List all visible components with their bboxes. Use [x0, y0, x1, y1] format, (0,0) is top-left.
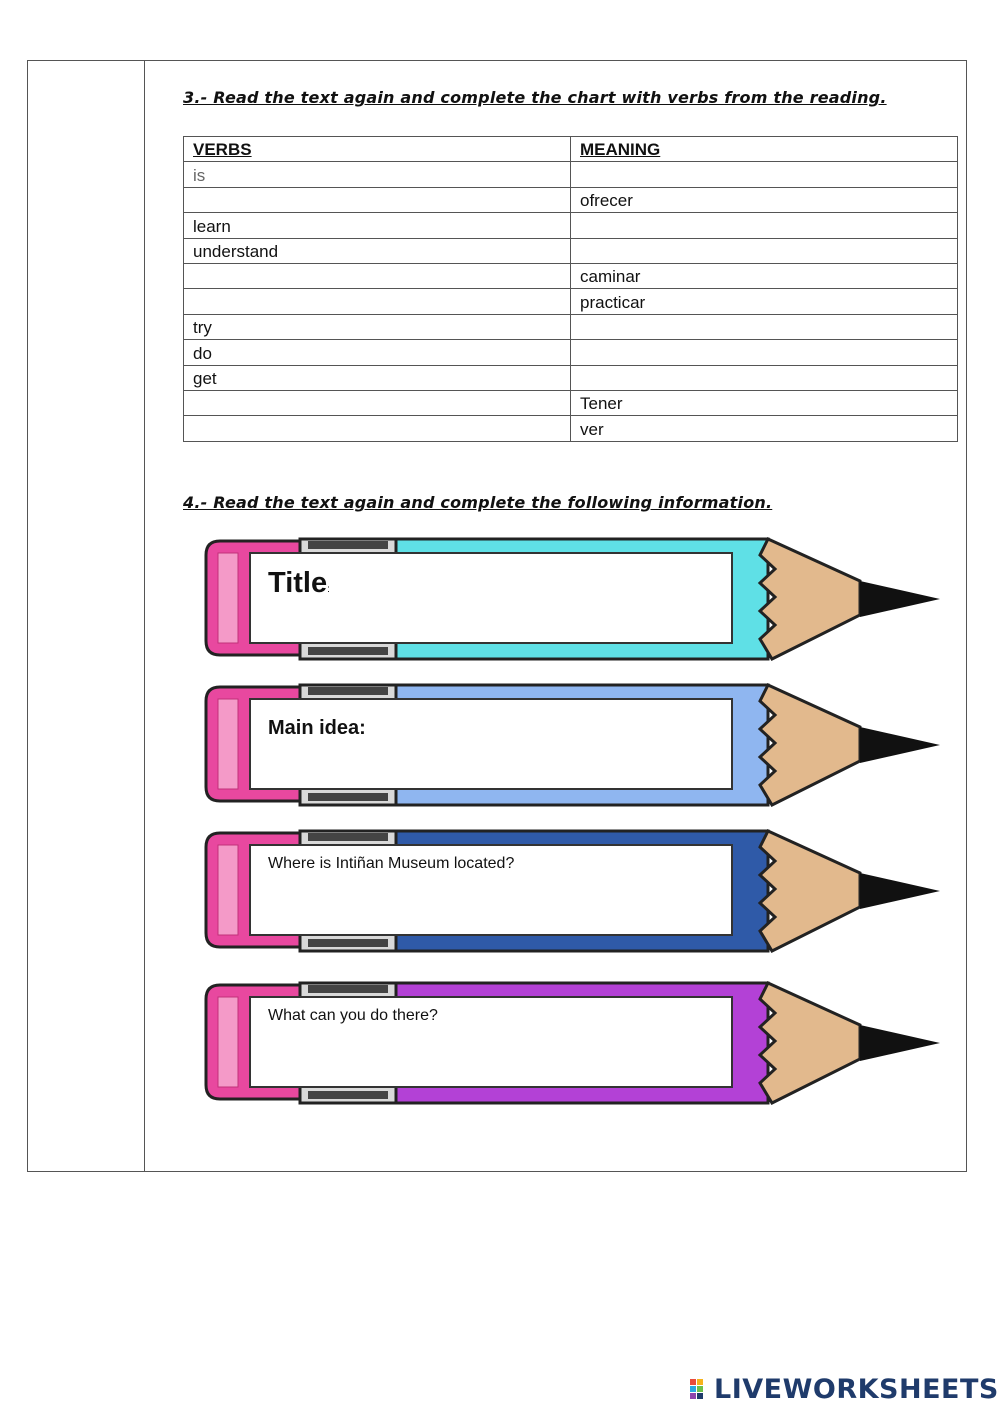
- verb-cell: learn: [184, 213, 571, 238]
- verb-cell[interactable]: [184, 187, 571, 212]
- table-row: [184, 365, 958, 390]
- pencil-card: [200, 825, 945, 955]
- meaning-cell: caminar: [571, 263, 958, 288]
- verb-cell: get: [184, 365, 571, 390]
- pencil-answer-box[interactable]: [253, 699, 731, 787]
- verb-cell[interactable]: [184, 289, 571, 314]
- meaning-cell[interactable]: [571, 365, 958, 390]
- table-row: [184, 314, 958, 339]
- header-verbs: VERBS: [184, 137, 571, 162]
- table-row: [184, 289, 958, 314]
- verb-cell[interactable]: [184, 416, 571, 441]
- verbs-table: [183, 136, 958, 442]
- table-row: [184, 187, 958, 212]
- verb-cell[interactable]: [184, 263, 571, 288]
- question-label: What can you do there?: [268, 1007, 438, 1024]
- meaning-cell: ofrecer: [571, 187, 958, 212]
- logo-icon: [690, 1377, 710, 1401]
- pencil-card: [200, 977, 945, 1107]
- meaning-cell: ver: [571, 416, 958, 441]
- table-row: [184, 340, 958, 365]
- verb-cell: understand: [184, 238, 571, 263]
- table-row: [184, 238, 958, 263]
- pencil-answer-box[interactable]: [253, 997, 731, 1085]
- title-colon: :: [327, 584, 330, 595]
- meaning-cell[interactable]: [571, 314, 958, 339]
- logo-text: LIVEWORKSHEETS: [714, 1373, 999, 1405]
- pencil-answer-box[interactable]: [253, 845, 731, 933]
- meaning-cell: Tener: [571, 390, 958, 415]
- table-row: [184, 416, 958, 441]
- table-row: [184, 162, 958, 187]
- header-meaning: MEANING: [571, 137, 958, 162]
- question-label: Where is Intiñan Museum located?: [268, 855, 515, 872]
- pencil-answer-box[interactable]: [253, 553, 731, 641]
- margin-divider: [144, 61, 145, 1171]
- meaning-cell[interactable]: [571, 162, 958, 187]
- verb-cell[interactable]: [184, 390, 571, 415]
- section-4-heading: 4.- Read the text again and complete the following information.: [183, 493, 773, 512]
- meaning-cell[interactable]: [571, 340, 958, 365]
- meaning-cell[interactable]: [571, 213, 958, 238]
- table-row: [184, 263, 958, 288]
- main-idea-label: Main idea:: [268, 717, 366, 739]
- table-row: [184, 213, 958, 238]
- liveworksheets-logo: [690, 1374, 999, 1404]
- meaning-cell: practicar: [571, 289, 958, 314]
- table-header-row: [184, 137, 958, 162]
- section-3-heading: 3.- Read the text again and complete the chart with verbs from the reading.: [183, 88, 887, 107]
- verb-cell: try: [184, 314, 571, 339]
- meaning-cell[interactable]: [571, 238, 958, 263]
- pencil-card: [200, 679, 945, 809]
- verb-cell: do: [184, 340, 571, 365]
- verb-cell: is: [184, 162, 571, 187]
- table-row: [184, 390, 958, 415]
- title-label: Title: [268, 567, 328, 599]
- pencil-card: [200, 533, 945, 663]
